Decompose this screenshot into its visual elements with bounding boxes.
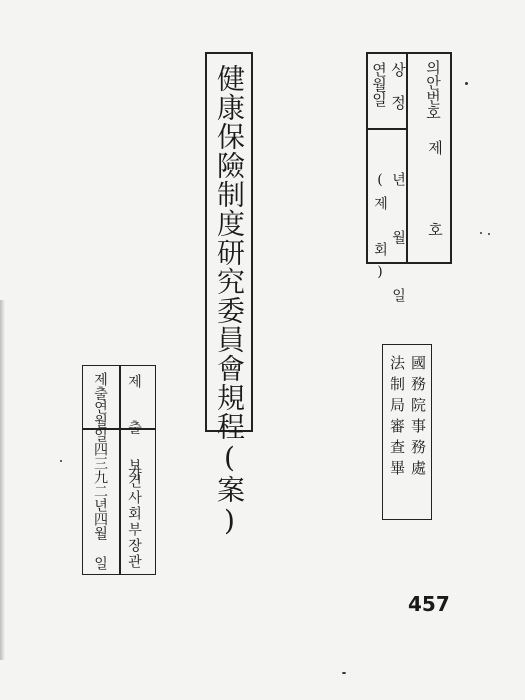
scan-speck bbox=[342, 672, 346, 674]
proposal-number-prefix: 제 bbox=[426, 140, 444, 155]
submit-label: 상 정 bbox=[389, 62, 407, 110]
seal-line-2: 法制局審查畢 bbox=[388, 355, 406, 481]
proposer-label: 제 출 자 bbox=[126, 374, 142, 488]
scan-edge-shadow bbox=[0, 300, 5, 660]
scan-speck bbox=[480, 232, 482, 234]
proposal-number-suffix: 호 bbox=[426, 222, 444, 237]
submit-date-value: 년 월 일 bbox=[390, 172, 406, 316]
proposer-table bbox=[82, 365, 156, 575]
submit-date-label: 연월일 bbox=[370, 62, 388, 107]
proposal-number-table bbox=[366, 52, 452, 316]
proposal-date-label: 제출연월일 bbox=[92, 372, 108, 442]
page-number: 457 bbox=[408, 592, 450, 616]
seal-line-1: 國務院事務處 bbox=[409, 355, 427, 481]
table-column-divider bbox=[119, 366, 121, 574]
proposer-value: 보건사회부장관 bbox=[126, 458, 142, 570]
proposal-number-header: 의안번호 bbox=[424, 60, 442, 120]
table-row-divider bbox=[368, 128, 406, 130]
proposal-date-value: 四三九二년四월 일 bbox=[92, 442, 108, 570]
scan-speck bbox=[488, 233, 490, 235]
document-title: 健康保險制度研究委員會規程(案) bbox=[213, 64, 246, 538]
title-box bbox=[205, 52, 253, 538]
scan-speck bbox=[60, 460, 62, 462]
scan-speck bbox=[465, 82, 468, 85]
review-seal-stamp bbox=[382, 344, 432, 520]
session-number: (제 회) bbox=[372, 172, 388, 288]
